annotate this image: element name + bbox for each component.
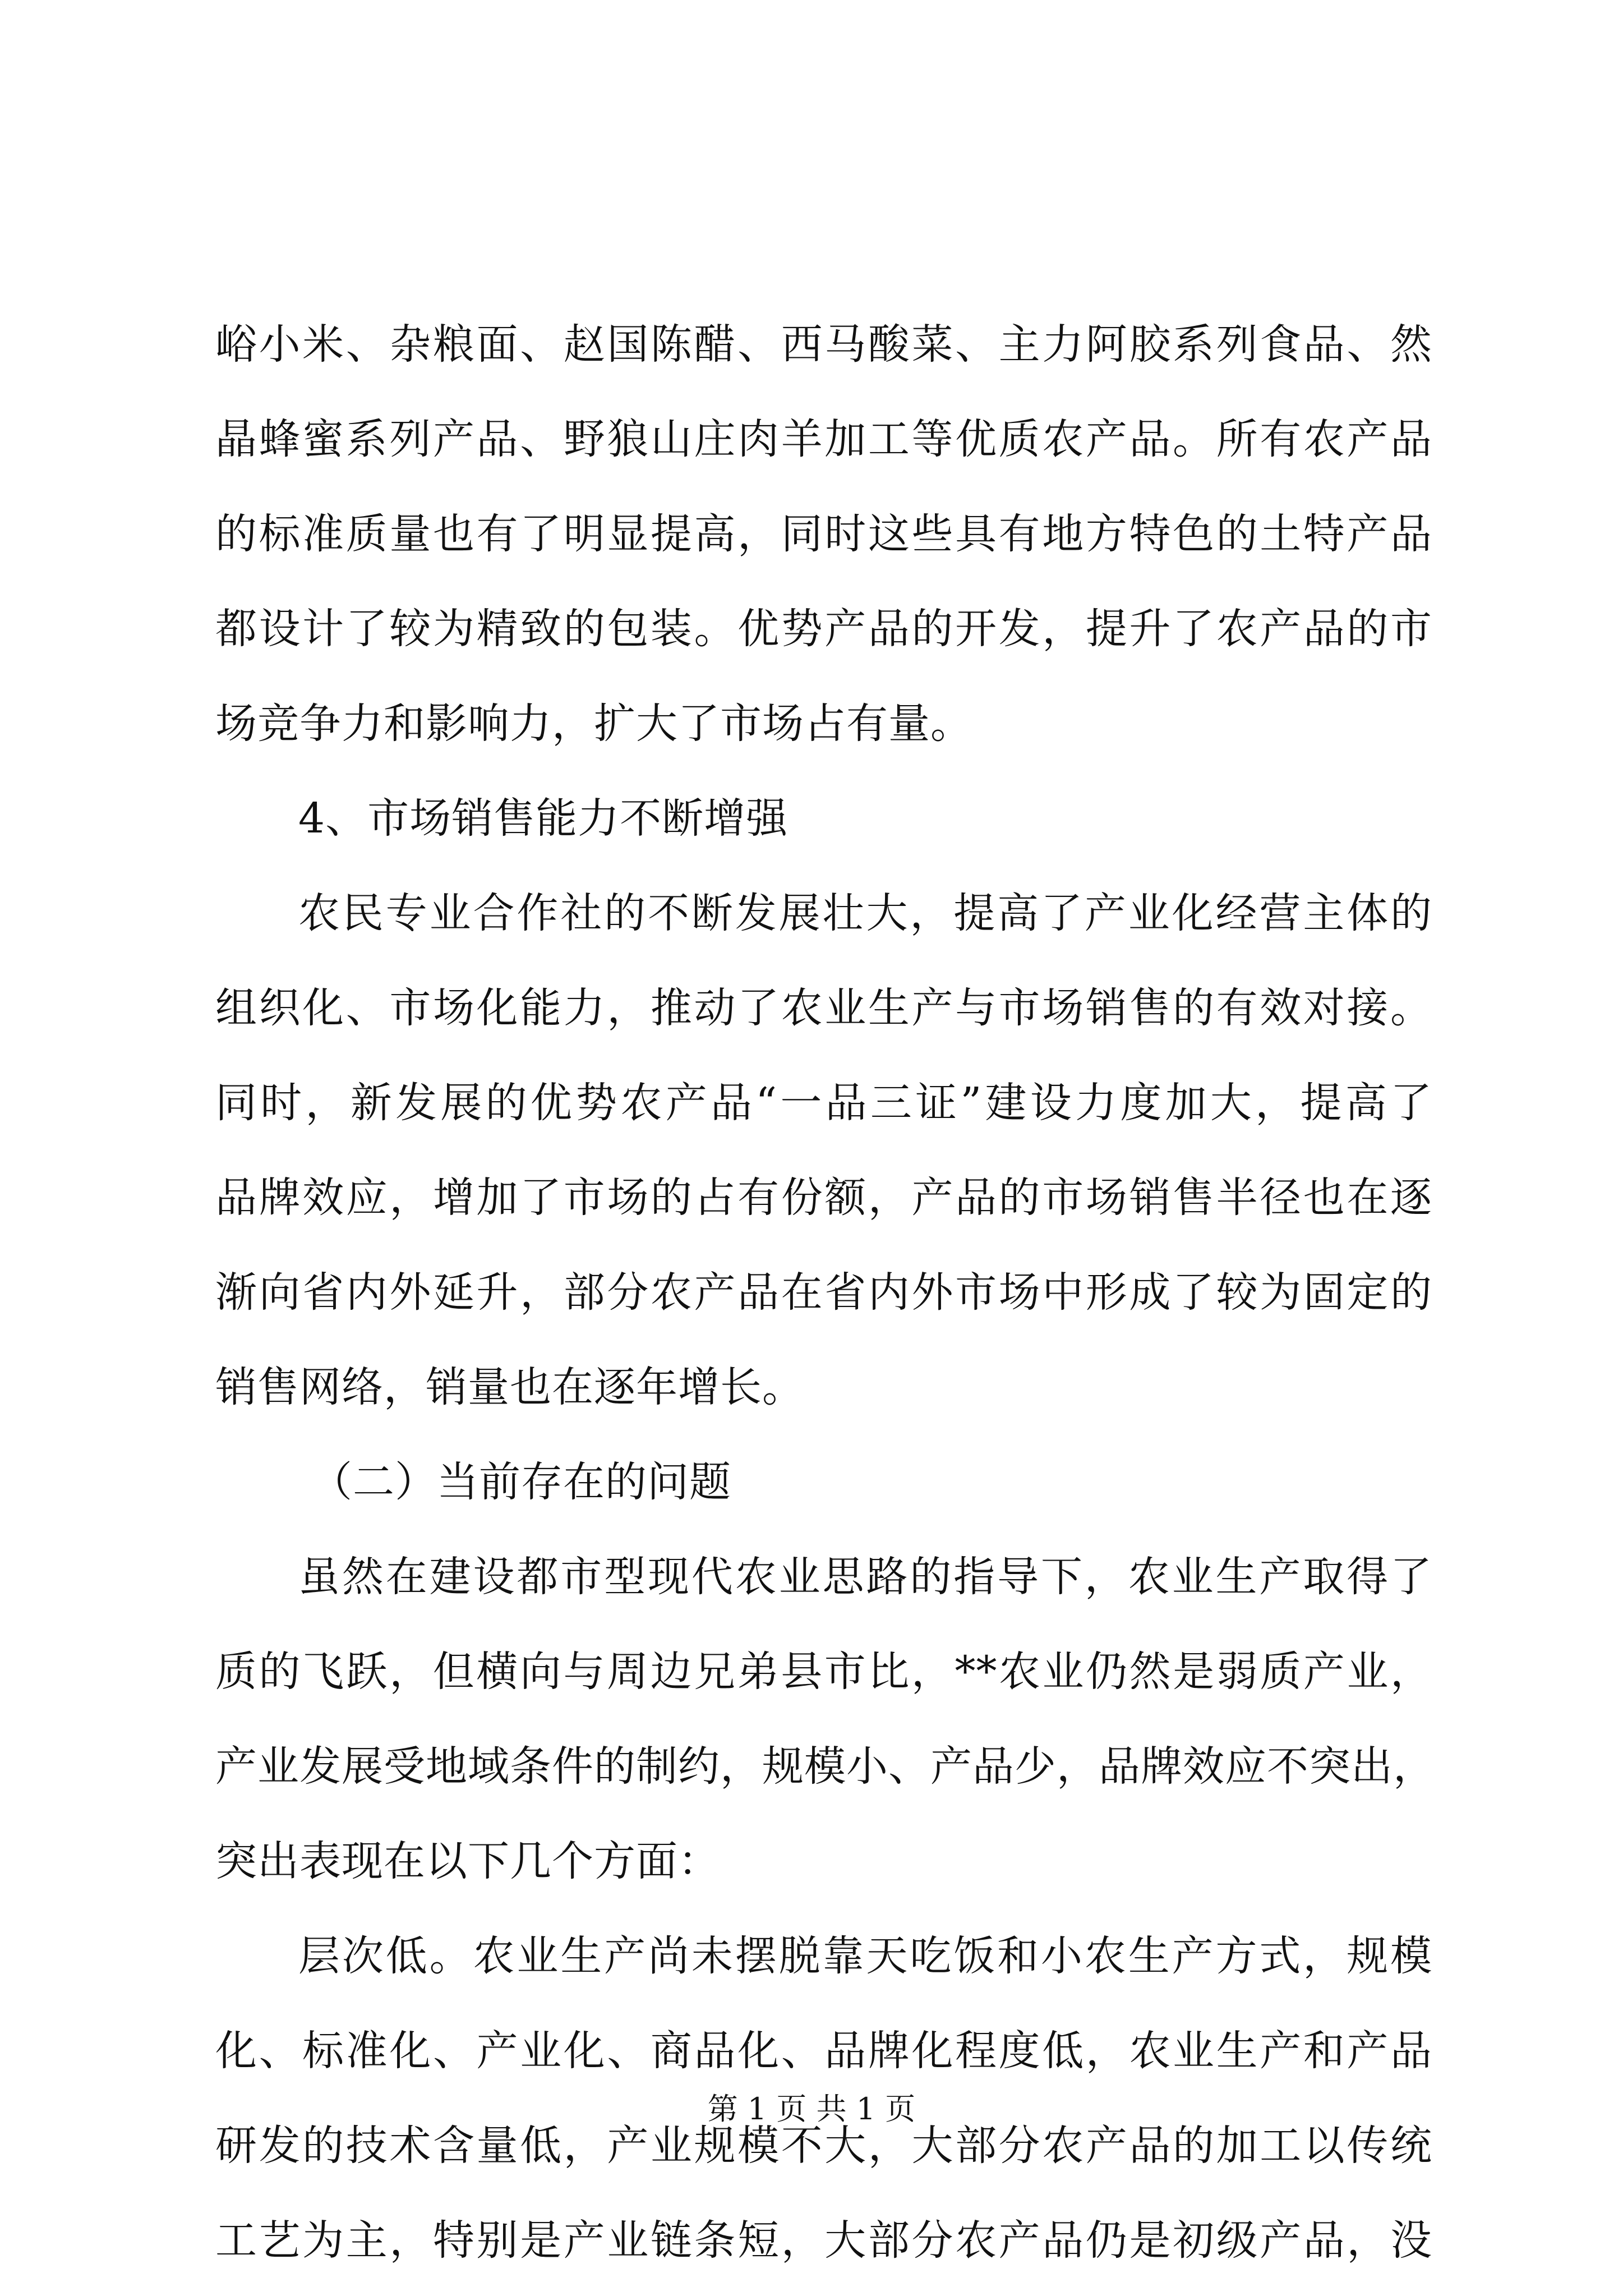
text-line: 同时，新发展的优势农产品“一品三证”建设力度加大，提高了: [215, 1079, 1432, 1127]
text-line: 质的飞跃，但横向与周边兄弟县市比，**农业仍然是弱质产业，: [215, 1648, 1432, 1696]
paragraph-first-line: 农民专业合作社的不断发展壮大，提高了产业化经营主体的: [298, 889, 1432, 937]
text-line: 峪小米、杂粮面、赵国陈醋、西马酸菜、主力阿胶系列食品、然: [215, 320, 1432, 369]
text-line: 化、标准化、产业化、商品化、品牌化程度低，农业生产和产品: [215, 2027, 1432, 2075]
text-line: 研发的技术含量低，产业规模不大，大部分农产品的加工以传统: [215, 2122, 1432, 2170]
text-line: 工艺为主，特别是产业链条短，大部分农产品仍是初级产品，没: [215, 2216, 1432, 2265]
paragraph-first-line: 虽然在建设都市型现代农业思路的指导下，农业生产取得了: [298, 1553, 1432, 1601]
paragraph-first-line: 层次低。农业生产尚未摆脱靠天吃饭和小农生产方式，规模: [298, 1932, 1432, 1980]
text-line: 渐向省内外延升，部分农产品在省内外市场中形成了较为固定的: [215, 1268, 1432, 1317]
text-line: 品牌效应，增加了市场的占有份额，产品的市场销售半径也在逐: [215, 1174, 1432, 1222]
text-line: 产业发展受地域条件的制约，规模小、产品少，品牌效应不突出，: [215, 1742, 1435, 1791]
text-line: 组织化、市场化能力，推动了农业生产与市场销售的有效对接。: [215, 984, 1432, 1032]
text-line: 场竞争力和影响力，扩大了市场占有量。: [215, 700, 972, 748]
text-line: 销售网络，销量也在逐年增长。: [215, 1363, 804, 1411]
page-footer: 第 1 页 共 1 页: [707, 2091, 916, 2127]
section-heading: （二）当前存在的问题: [311, 1458, 731, 1506]
body-text: [215, 297, 1435, 2288]
section-heading: 4、市场销售能力不断增强: [298, 794, 789, 843]
text-line: 突出表现在以下几个方面：: [215, 1837, 720, 1885]
text-line: 的标准质量也有了明显提高，同时这些具有地方特色的土特产品: [215, 510, 1432, 558]
text-line: 晶蜂蜜系列产品、野狼山庄肉羊加工等优质农产品。所有农产品: [215, 415, 1432, 463]
text-line: 都设计了较为精致的包装。优势产品的开发，提升了农产品的市: [215, 605, 1432, 653]
